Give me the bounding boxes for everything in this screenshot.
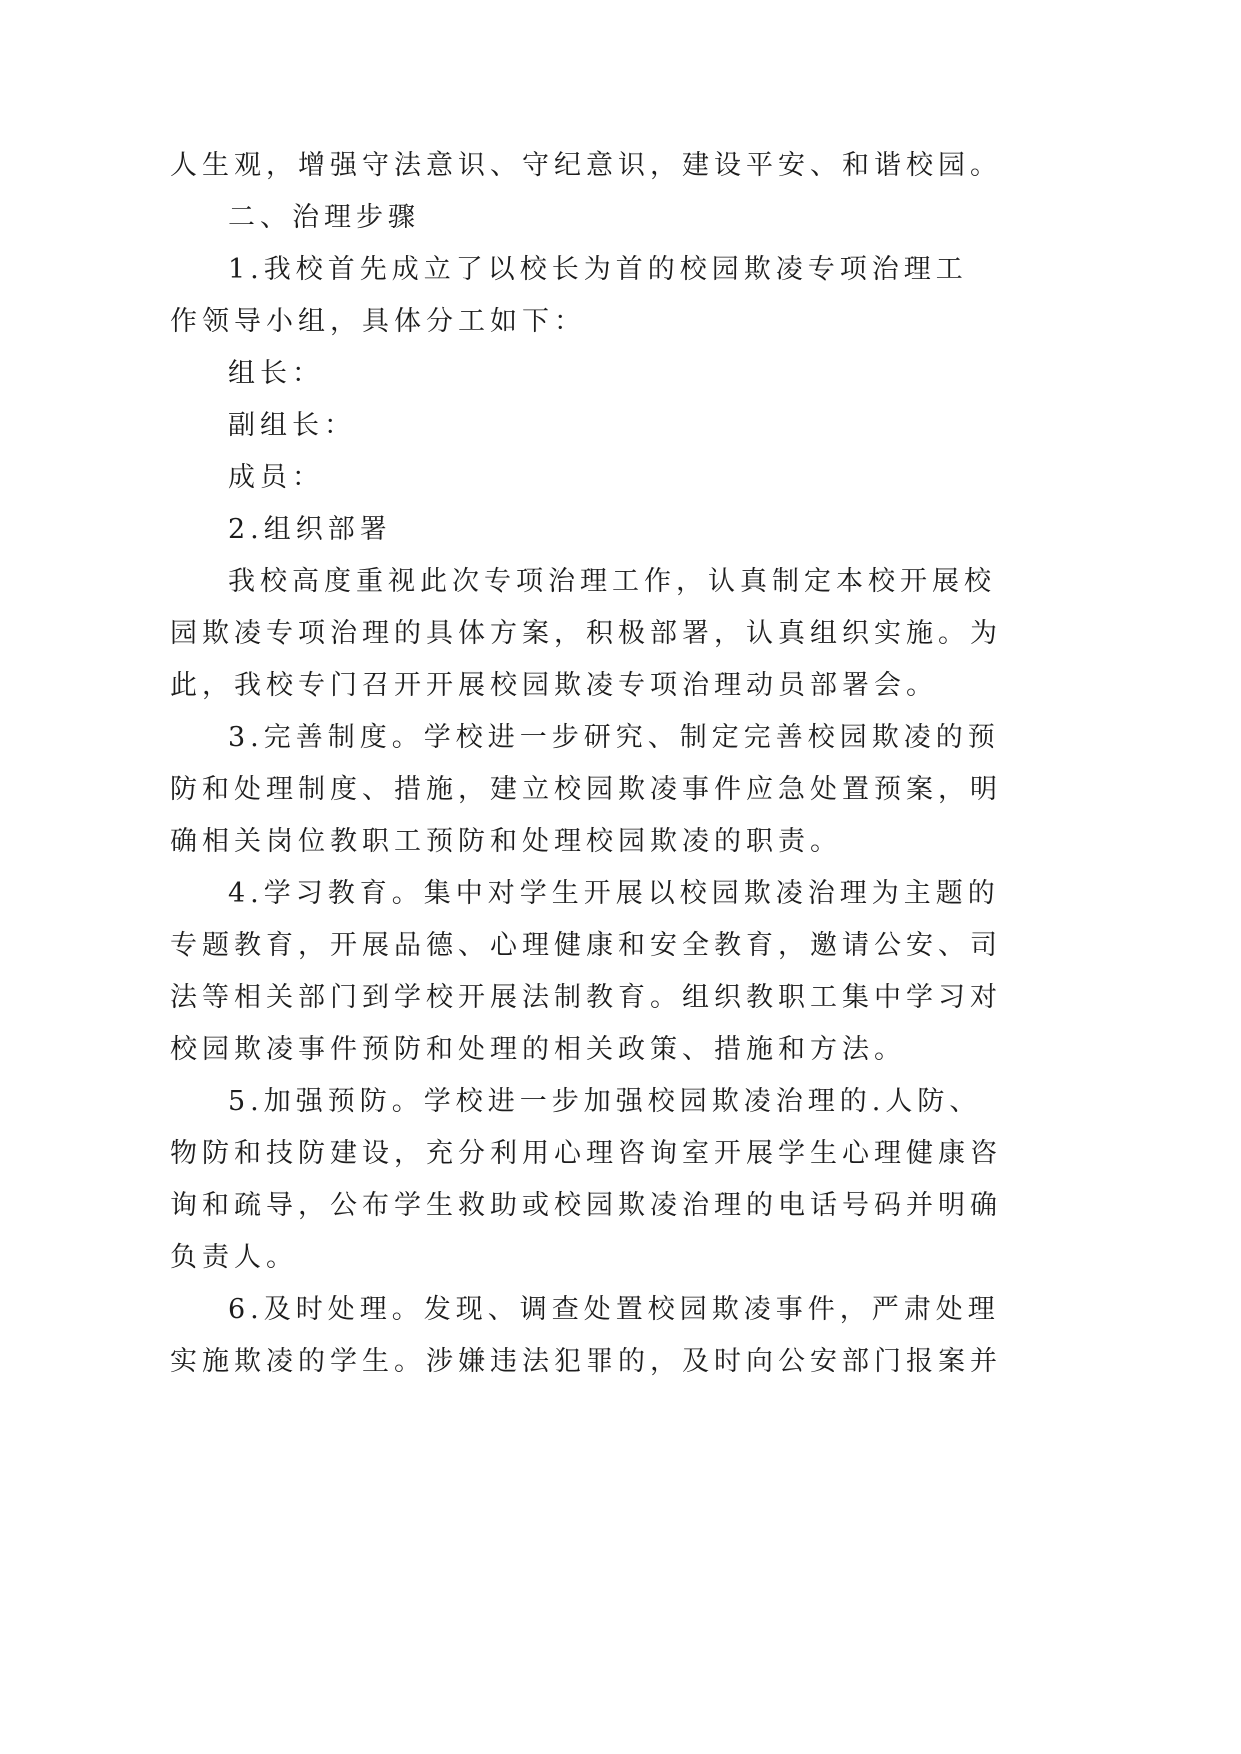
section-heading: 二、治理步骤 (228, 202, 420, 233)
text-line: 我校高度重视此次专项治理工作，认真制定本校开展校 (228, 566, 996, 597)
text-line: 此，我校专门召开开展校园欺凌专项治理动员部署会。 (170, 670, 938, 701)
text-line: 1.我校首先成立了以校长为首的校园欺凌专项治理工 (228, 254, 968, 285)
text-line: 副组长： (228, 410, 356, 441)
text-line: 物防和技防建设，充分利用心理咨询室开展学生心理健康咨 (170, 1138, 1002, 1169)
text-line: 3.完善制度。学校进一步研究、制定完善校园欺凌的预 (228, 722, 1000, 753)
text-line: 4.学习教育。集中对学生开展以校园欺凌治理为主题的 (228, 878, 1000, 909)
text-line: 确相关岗位教职工预防和处理校园欺凌的职责。 (170, 826, 842, 857)
text-line: 法等相关部门到学校开展法制教育。组织教职工集中学习对 (170, 982, 1002, 1013)
text-line: 防和处理制度、措施，建立校园欺凌事件应急处置预案，明 (170, 774, 1002, 805)
text-line: 实施欺凌的学生。涉嫌违法犯罪的，及时向公安部门报案并 (170, 1346, 1002, 1377)
text-line: 2.组织部署 (228, 514, 392, 545)
text-line: 负责人。 (170, 1242, 298, 1273)
text-line: 专题教育，开展品德、心理健康和安全教育，邀请公安、司 (170, 930, 1002, 961)
text-line: 5.加强预防。学校进一步加强校园欺凌治理的.人防、 (228, 1086, 982, 1117)
text-line: 园欺凌专项治理的具体方案，积极部署，认真组织实施。为 (170, 618, 1002, 649)
text-line: 校园欺凌事件预防和处理的相关政策、措施和方法。 (170, 1034, 906, 1065)
document-body (170, 140, 1002, 1388)
text-line: 询和疏导，公布学生救助或校园欺凌治理的电话号码并明确 (170, 1190, 1002, 1221)
text-line: 作领导小组，具体分工如下： (170, 306, 586, 337)
text-line: 成员： (228, 462, 324, 493)
text-line: 人生观，增强守法意识、守纪意识，建设平安、和谐校园。 (170, 150, 1002, 181)
text-line: 6.及时处理。发现、调查处置校园欺凌事件，严肃处理 (228, 1294, 1000, 1325)
text-line: 组长： (228, 358, 324, 389)
